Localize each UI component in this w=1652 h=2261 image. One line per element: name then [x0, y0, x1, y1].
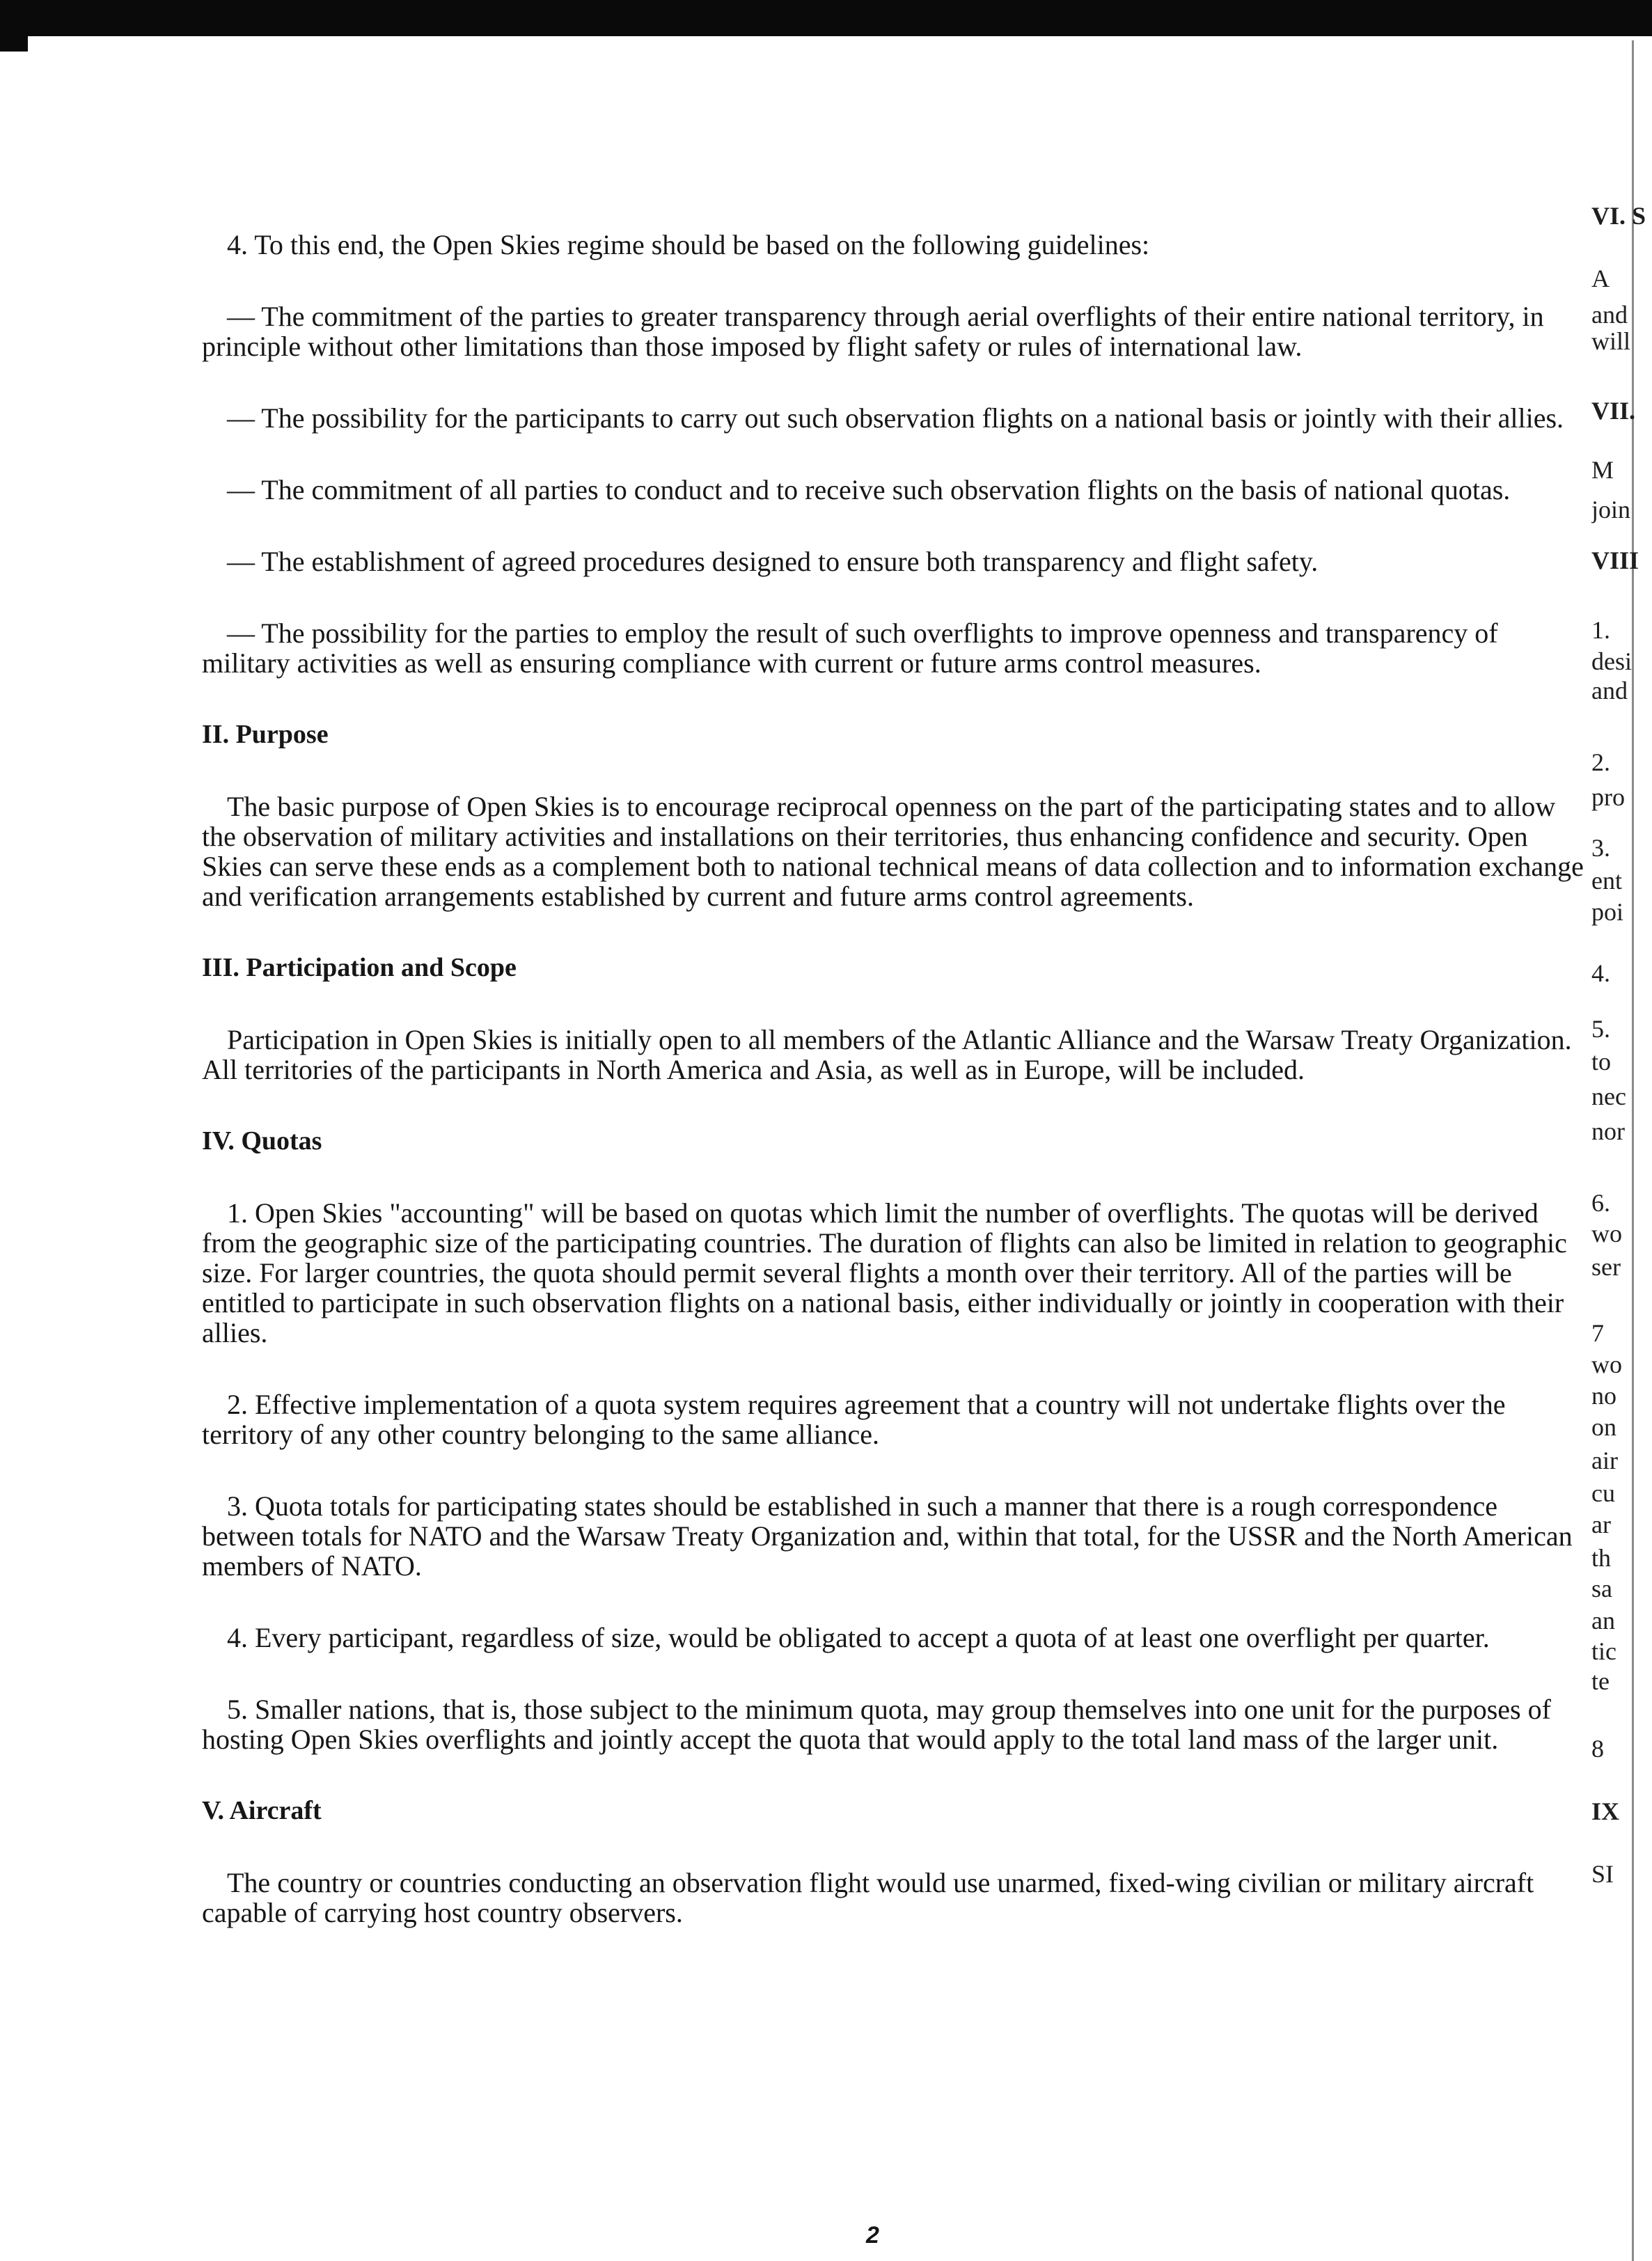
- bleed-fragment: 5.: [1591, 1015, 1610, 1043]
- quota-item: 3. Quota totals for participating states should be established in such a manner that there is a rough correspondence between totals for NATO and the Warsaw Treaty Organization and, within that total, for the USSR and the North American members of NATO.: [202, 1490, 1573, 1582]
- bleed-fragment: air: [1591, 1447, 1618, 1474]
- guideline-item: — The establishment of agreed procedures designed to ensure both transparency and flight safety.: [227, 546, 1319, 577]
- bleed-fragment: pro: [1591, 783, 1625, 811]
- bleed-fragment: ent: [1591, 867, 1622, 895]
- bleed-fragment: M: [1591, 456, 1614, 484]
- bleed-fragment: 2.: [1591, 748, 1610, 776]
- bleed-fragment: desi: [1591, 647, 1632, 675]
- bleed-fragment: on: [1591, 1413, 1616, 1441]
- purpose-paragraph: The basic purpose of Open Skies is to encourage reciprocal openness on the part of the participating states and to allow the observation of military activities and installations on their territories, thus enhancing confidence and security. Open Skies can serve these ends as a complement both to national technical means of data collection and to information exchange and verification arrangements established by current and future arms control agreements.: [202, 791, 1584, 912]
- bleed-fragment: an: [1591, 1607, 1615, 1634]
- guideline-item: — The commitment of all parties to conduct and to receive such observation flights on the basis of national quotas.: [227, 474, 1511, 505]
- guideline-item: — The possibility for the participants to carry out such observation flights on a national basis or jointly with their allies.: [227, 402, 1564, 434]
- bleed-fragment: VIII: [1591, 546, 1639, 574]
- bleed-fragment: te: [1591, 1667, 1610, 1695]
- bleed-fragment: th: [1591, 1544, 1612, 1572]
- bleed-fragment: wo: [1591, 1350, 1622, 1378]
- section-heading-quotas: IV. Quotas: [202, 1126, 322, 1156]
- page-number: 2: [866, 2222, 879, 2248]
- quota-item: 1. Open Skies "accounting" will be based on quotas which limit the number of overflights. The quotas will be derived from the geographic size of the participating countries. The duration of flights can also be limited in relation to geographic size. For larger countries, the quota should permit several flights a month over their territory. All of the parties will be entitled to participate in such observation flights on a national basis, either individually or jointly in cooperation with their allies.: [202, 1197, 1567, 1348]
- section-heading-purpose: II. Purpose: [202, 720, 329, 749]
- bleed-fragment: to: [1591, 1048, 1612, 1076]
- bleed-fragment: A: [1591, 265, 1610, 292]
- aircraft-paragraph: The country or countries conducting an observation flight would use unarmed, fixed-wing civilian or military aircraft capable of carrying host country observers.: [202, 1867, 1534, 1928]
- document-body: [202, 230, 1587, 1969]
- bleed-fragment: IX: [1591, 1797, 1620, 1825]
- facing-page-bleed: [1591, 0, 1652, 2260]
- bleed-fragment: 4.: [1591, 959, 1610, 987]
- guidelines-intro: 4. To this end, the Open Skies regime should be based on the following guidelines:: [227, 229, 1150, 260]
- bleed-fragment: 7: [1591, 1319, 1604, 1347]
- bleed-fragment: 3.: [1591, 834, 1610, 862]
- participation-paragraph: Participation in Open Skies is initially open to all members of the Atlantic Alliance and the Warsaw Treaty Organization. All territories of the participants in North America and Asia, as well as in Europe, will be included.: [202, 1024, 1572, 1085]
- bleed-fragment: ar: [1591, 1511, 1611, 1538]
- bleed-fragment: join: [1591, 496, 1631, 523]
- quota-item: 4. Every participant, regardless of size, would be obligated to accept a quota of at least one overflight per quarter.: [227, 1622, 1490, 1653]
- quota-item: 5. Smaller nations, that is, those subject to the minimum quota, may group themselves into one unit for the purposes of hosting Open Skies overflights and jointly accept the quota that would apply to the total land mass of the larger unit.: [202, 1694, 1551, 1755]
- bleed-fragment: nec: [1591, 1082, 1626, 1110]
- bleed-fragment: 6.: [1591, 1189, 1610, 1217]
- section-heading-participation: III. Participation and Scope: [202, 953, 517, 982]
- bleed-fragment: nor: [1591, 1117, 1625, 1145]
- bleed-fragment: cu: [1591, 1479, 1615, 1507]
- bleed-fragment: and: [1591, 301, 1628, 329]
- bleed-fragment: SI: [1591, 1860, 1614, 1888]
- scan-top-edge: [0, 0, 1652, 36]
- guideline-item: — The possibility for the parties to employ the result of such overflights to improve openness and transparency of military activities as well as ensuring compliance with current or future arms control measures.: [202, 617, 1498, 679]
- bleed-fragment: sa: [1591, 1575, 1612, 1602]
- bleed-fragment: VII.: [1591, 397, 1636, 425]
- bleed-fragment: wo: [1591, 1220, 1622, 1247]
- quota-item: 2. Effective implementation of a quota system requires agreement that a country will not undertake flights over the territory of any other country belonging to the same alliance.: [202, 1389, 1506, 1450]
- bleed-fragment: and: [1591, 677, 1628, 704]
- bleed-fragment: VI. S: [1591, 202, 1646, 230]
- bleed-fragment: ser: [1591, 1253, 1621, 1281]
- bleed-fragment: 8: [1591, 1735, 1604, 1763]
- guideline-item: — The commitment of the parties to greater transparency through aerial overflights of their entire national territory, in principle without other limitations than those imposed by flight safety or rules of international law.: [202, 301, 1544, 362]
- bleed-fragment: will: [1591, 327, 1631, 355]
- bleed-fragment: no: [1591, 1382, 1616, 1410]
- bleed-fragment: tic: [1591, 1637, 1616, 1665]
- bleed-fragment: poi: [1591, 898, 1624, 926]
- scan-corner-mark: [0, 36, 28, 52]
- section-heading-aircraft: V. Aircraft: [202, 1796, 322, 1825]
- bleed-fragment: 1.: [1591, 616, 1610, 644]
